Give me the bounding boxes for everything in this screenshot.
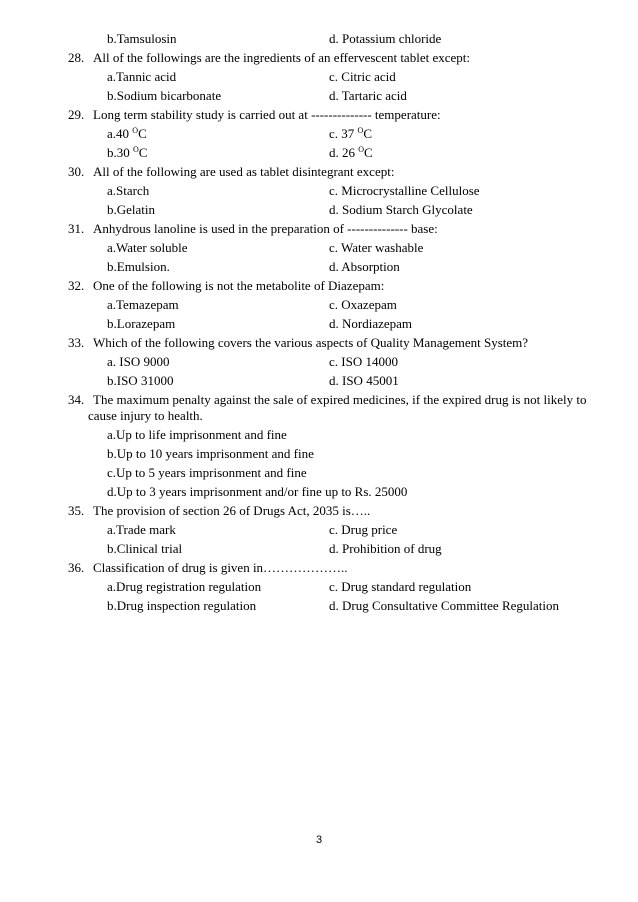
- question-number: 32.: [68, 278, 85, 293]
- option: d. Nordiazepam: [329, 316, 413, 331]
- option: c. Citric acid: [329, 69, 396, 84]
- question-number: 31.: [68, 221, 85, 236]
- option: d. Sodium Starch Glycolate: [329, 202, 473, 217]
- question-text: Classification of drug is given in………………..: [93, 560, 348, 575]
- question-number: 29.: [68, 107, 85, 122]
- question-text: All of the following are used as tablet disintegrant except:: [93, 164, 395, 179]
- option: c. 37 $^O$C: [329, 126, 372, 141]
- option-d-q27: d. Potassium chloride: [329, 31, 442, 46]
- question-number: 35.: [68, 503, 85, 518]
- question-text: Anhydrous lanoline is used in the preparation of -------------- base:: [93, 221, 438, 236]
- option: b.Lorazepam: [107, 316, 176, 331]
- question-text: All of the followings are the ingredients of an effervescent tablet except:: [93, 50, 470, 65]
- option: a.Temazepam: [107, 297, 179, 312]
- option: b.Clinical trial: [107, 541, 183, 556]
- option: b.Drug inspection regulation: [107, 598, 257, 613]
- option: c. Oxazepam: [329, 297, 397, 312]
- option: d.Up to 3 years imprisonment and/or fine up to Rs. 25000: [107, 484, 408, 499]
- option: c. Drug price: [329, 522, 398, 537]
- question-number: 36.: [68, 560, 85, 575]
- question-text: One of the following is not the metabolite of Diazepam:: [93, 278, 385, 293]
- option: a. ISO 9000: [107, 354, 170, 369]
- question-text: The maximum penalty against the sale of expired medicines, if the expired drug is not likely to: [93, 392, 587, 407]
- option: a.Drug registration regulation: [107, 579, 262, 594]
- option-b-q27: b.Tamsulosin: [107, 31, 177, 46]
- option: b.ISO 31000: [107, 373, 174, 388]
- option: b.Emulsion.: [107, 259, 170, 274]
- option: c. Drug standard regulation: [329, 579, 472, 594]
- option: d. Absorption: [329, 259, 400, 274]
- option: d. Drug Consultative Committee Regulation: [329, 598, 560, 613]
- question-number: 34.: [68, 392, 85, 407]
- option: d. ISO 45001: [329, 373, 399, 388]
- option: d. Prohibition of drug: [329, 541, 442, 556]
- option: b.Gelatin: [107, 202, 156, 217]
- option: d. Tartaric acid: [329, 88, 407, 103]
- option: b.Sodium bicarbonate: [107, 88, 222, 103]
- page-number: 3: [315, 834, 323, 846]
- question-text: Long term stability study is carried out at -------------- temperature:: [93, 107, 441, 122]
- option: a.Trade mark: [107, 522, 176, 537]
- option: c. Microcrystalline Cellulose: [329, 183, 480, 198]
- question-text: Which of the following covers the various aspects of Quality Management System?: [93, 335, 529, 350]
- option: c. Water washable: [329, 240, 424, 255]
- question-number: 28.: [68, 50, 85, 65]
- option: b.30 $^O$C: [107, 145, 148, 160]
- question-text: The provision of section 26 of Drugs Act, 2035 is…..: [93, 503, 371, 518]
- option: a.Up to life imprisonment and fine: [107, 427, 287, 442]
- question-number: 30.: [68, 164, 85, 179]
- option: b.Up to 10 years imprisonment and fine: [107, 446, 314, 461]
- question-number: 33.: [68, 335, 85, 350]
- option: a.40 $^O$C: [107, 126, 147, 141]
- option: c.Up to 5 years imprisonment and fine: [107, 465, 307, 480]
- question-text-continued: cause injury to health.: [88, 408, 203, 423]
- option: a.Tannic acid: [107, 69, 177, 84]
- option: a.Starch: [107, 183, 150, 198]
- option: c. ISO 14000: [329, 354, 398, 369]
- option: d. 26 $^O$C: [329, 145, 373, 160]
- option: a.Water soluble: [107, 240, 188, 255]
